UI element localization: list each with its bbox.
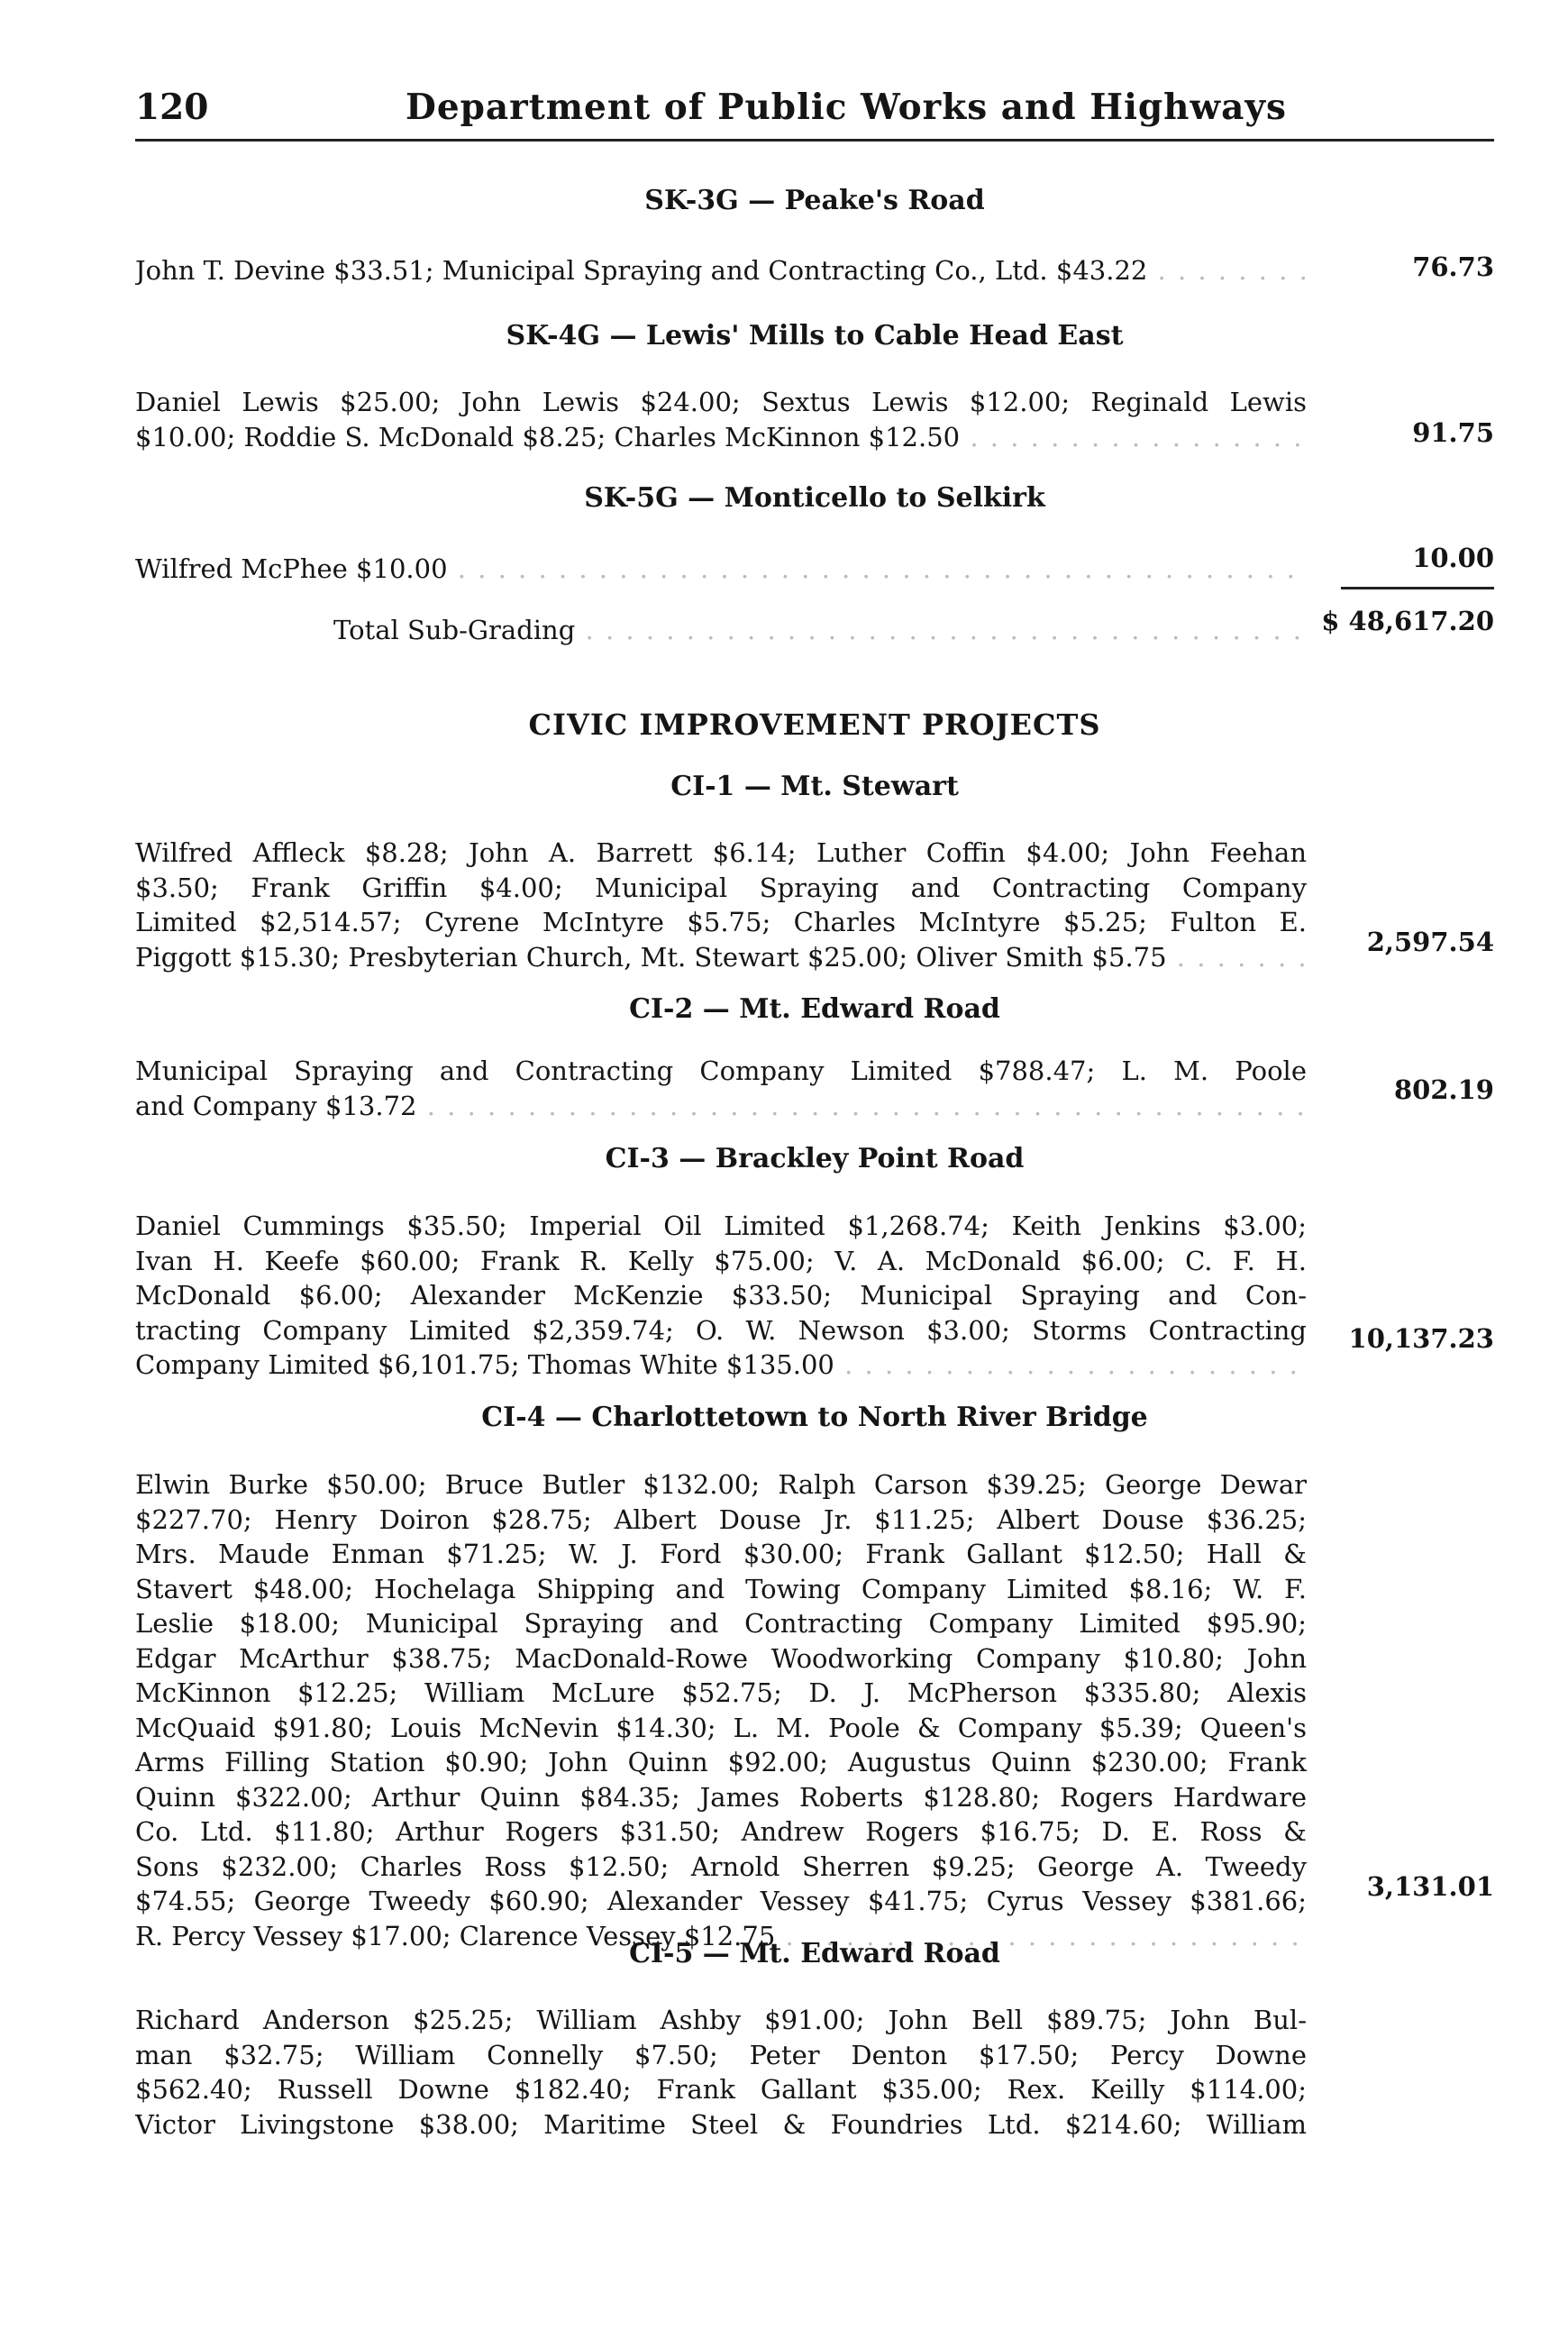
civic-projects-heading: CIVIC IMPROVEMENT PROJECTS	[528, 708, 1101, 742]
section-heading-ci3: CI-3 — Brackley Point Road	[605, 1143, 1025, 1174]
text-line: $562.40; Russell Downe $182.40; Frank Gallant $35.00; Rex. Keilly $114.00;	[135, 2074, 1307, 2105]
text-line: Edgar McArthur $38.75; MacDonald-Rowe Woodworking Company $10.80; John	[135, 1642, 1307, 1674]
text-line: tracting Company Limited $2,359.74; O. W. Newson $3.00; Storms Contracting	[135, 1314, 1307, 1346]
amount-ci3: 10,137.23	[1348, 1323, 1494, 1354]
text-line: man $32.75; William Connelly $7.50; Peter Denton $17.50; Percy Downe	[135, 2039, 1307, 2070]
text-line: Co. Ltd. $11.80; Arthur Rogers $31.50; Andrew Rogers $16.75; D. E. Ross &	[135, 1816, 1307, 1847]
section-heading-sk5g: SK-5G — Monticello to Selkirk	[584, 482, 1045, 514]
text-line: Elwin Burke $50.00; Bruce Butler $132.00; Ralph Carson $39.25; George Dewar	[135, 1469, 1307, 1500]
text-line: Sons $232.00; Charles Ross $12.50; Arnold Sherren $9.25; George A. Tweedy	[135, 1850, 1307, 1882]
section-text-ci1	[135, 836, 1307, 974]
text-line: Richard Anderson $25.25; William Ashby $91.00; John Bell $89.75; John Bul-	[135, 2005, 1307, 2035]
text-line: Daniel Lewis $25.00; John Lewis $24.00; Sextus Lewis $12.00; Reginald Lewis	[135, 387, 1307, 417]
text-line: Municipal Spraying and Contracting Company Limited $788.47; L. M. Poole	[135, 1055, 1307, 1086]
text-line: R. Percy Vessey $17.00; Clarence Vessey $12.75 . . .	[135, 1919, 1307, 1954]
text-line: Ivan H. Keefe $60.00; Frank R. Kelly $75.00; V. A. McDonald $6.00; C. F. H.	[135, 1245, 1307, 1276]
section-text-sk3g	[135, 253, 1307, 288]
section-heading-ci5: CI-5 — Mt. Edward Road	[629, 1938, 1000, 1969]
subtotal-rule	[1341, 587, 1494, 589]
section-text-ci3	[135, 1209, 1307, 1383]
text-line: McQuaid $91.80; Louis McNevin $14.30; L. M. Poole & Company $5.39; Queen's	[135, 1712, 1307, 1743]
section-text-ci5	[135, 2003, 1307, 2142]
section-heading-ci2: CI-2 — Mt. Edward Road	[629, 993, 1000, 1025]
text-line: Limited $2,514.57; Cyrene McIntyre $5.75; Charles McIntyre $5.25; Fulton E.	[135, 907, 1307, 937]
section-text-ci4	[135, 1467, 1307, 1953]
section-text-sk5g	[135, 552, 1307, 587]
total-amount: $ 48,617.20	[1321, 606, 1494, 636]
text-line: $74.55; George Tweedy $60.90; Alexander Vessey $41.75; Cyrus Vessey $381.66;	[135, 1886, 1307, 1916]
text-line: and Company $13.72 . . .	[135, 1089, 1307, 1124]
amount-sk3g: 76.73	[1412, 251, 1494, 282]
text-line: Company Limited $6,101.75; Thomas White $135.00 . . .	[135, 1348, 1307, 1383]
section-text-sk4g	[135, 385, 1307, 454]
total-label: Total Sub-Grading . . .	[333, 613, 1307, 648]
text-line: Piggott $15.30; Presbyterian Church, Mt. Stewart $25.00; Oliver Smith $5.75 . . .	[135, 940, 1307, 975]
text-line: McDonald $6.00; Alexander McKenzie $33.50; Municipal Spraying and Con-	[135, 1280, 1307, 1311]
text-line: $10.00; Roddie S. McDonald $8.25; Charles McKinnon $12.50 . . .	[135, 420, 1307, 455]
section-heading-sk4g: SK-4G — Lewis' Mills to Cable Head East	[506, 320, 1124, 352]
text-line: $227.70; Henry Doiron $28.75; Albert Douse Jr. $11.25; Albert Douse $36.25;	[135, 1503, 1307, 1535]
section-text-ci2	[135, 1054, 1307, 1123]
total-line	[333, 613, 1307, 648]
running-title: Department of Public Works and Highways	[406, 87, 1287, 128]
section-heading-ci1: CI-1 — Mt. Stewart	[670, 771, 959, 802]
text-line: Wilfred McPhee $10.00 . . .	[135, 552, 1307, 587]
amount-sk4g: 91.75	[1412, 417, 1494, 448]
text-line: McKinnon $12.25; William McLure $52.75; D. J. McPherson $335.80; Alexis	[135, 1677, 1307, 1708]
page-header	[135, 83, 1494, 142]
amount-ci4: 3,131.01	[1366, 1871, 1494, 1902]
text-line: Mrs. Maude Enman $71.25; W. J. Ford $30.00; Frank Gallant $12.50; Hall &	[135, 1539, 1307, 1569]
text-line: Leslie $18.00; Municipal Spraying and Contracting Company Limited $95.90;	[135, 1608, 1307, 1639]
text-line: Stavert $48.00; Hochelaga Shipping and Towing Company Limited $8.16; W. F.	[135, 1573, 1307, 1604]
text-line: Wilfred Affleck $8.28; John A. Barrett $6.14; Luther Coffin $4.00; John Feehan	[135, 837, 1307, 868]
text-line: Quinn $322.00; Arthur Quinn $84.35; James Roberts $128.80; Rogers Hardware	[135, 1781, 1307, 1813]
text-line: Arms Filling Station $0.90; John Quinn $92.00; Augustus Quinn $230.00; Frank	[135, 1747, 1307, 1777]
amount-ci2: 802.19	[1394, 1074, 1494, 1105]
text-line: Daniel Cummings $35.50; Imperial Oil Limited $1,268.74; Keith Jenkins $3.00;	[135, 1211, 1307, 1241]
section-heading-ci4: CI-4 — Charlottetown to North River Bridge	[481, 1402, 1148, 1433]
text-line: $3.50; Frank Griffin $4.00; Municipal Spraying and Contracting Company	[135, 872, 1307, 903]
amount-ci1: 2,597.54	[1366, 927, 1494, 957]
amount-sk5g: 10.00	[1412, 543, 1494, 573]
text-line: John T. Devine $33.51; Municipal Spraying and Contracting Co., Ltd. $43.22 . . .	[135, 253, 1307, 288]
section-heading-sk3g: SK-3G — Peake's Road	[644, 185, 985, 216]
page-number: 120	[135, 87, 209, 128]
text-line: Victor Livingstone $38.00; Maritime Steel & Foundries Ltd. $214.60; William	[135, 2108, 1307, 2140]
